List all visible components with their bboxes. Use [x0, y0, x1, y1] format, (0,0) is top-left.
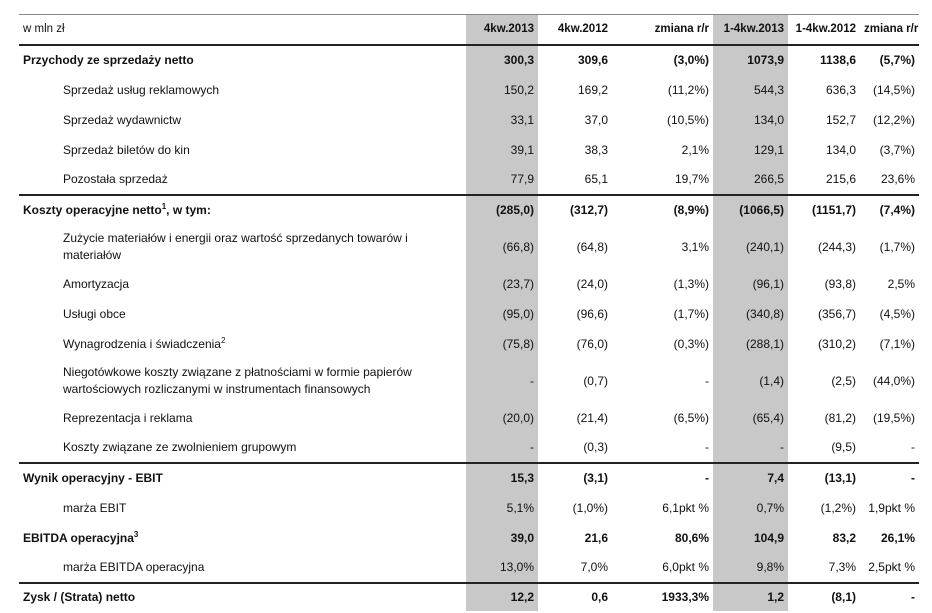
- row-label: Wynik operacyjny - EBIT: [19, 463, 466, 493]
- cell-value: 7,4: [713, 463, 788, 493]
- cell-value: (81,2): [824, 410, 856, 425]
- cell-value: (23,7): [466, 269, 538, 299]
- column-header-1-4kw-2012: 1-4kw.2012: [788, 15, 860, 45]
- cell-value: (240,1): [713, 225, 788, 269]
- cell-value: 215,6: [825, 172, 856, 186]
- cell-value: (4,5%): [879, 306, 915, 321]
- row-label: Sprzedaż usług reklamowych: [63, 82, 220, 97]
- cell-value: 309,6: [577, 53, 608, 67]
- cell-value: (44,0%): [872, 373, 915, 388]
- cell-value: (13,1): [788, 463, 860, 493]
- cell-value: 26,1%: [880, 530, 915, 545]
- row-label: [19, 195, 466, 225]
- row-label: Pozostała sprzedaż: [63, 172, 168, 186]
- cell-value: -: [713, 433, 788, 463]
- cell-value: -: [911, 440, 915, 454]
- cell-value: (10,5%): [666, 112, 709, 127]
- table-row: [19, 135, 919, 165]
- row-label: Amortyzacja: [63, 276, 130, 291]
- row-label-text: Koszty operacyjne netto: [23, 203, 162, 217]
- row-label-suffix: , w tym:: [166, 203, 211, 217]
- column-header-change-quarter: zmiana r/r: [612, 15, 713, 45]
- row-label: Sprzedaż wydawnictw: [63, 112, 182, 127]
- table-row: [19, 329, 919, 359]
- cell-value: (0,3%): [673, 336, 709, 351]
- cell-value: 1138,6: [819, 53, 856, 67]
- cell-value: (21,4): [576, 410, 608, 425]
- cell-value: -: [466, 359, 538, 403]
- table-row-ebit: [19, 463, 919, 493]
- row-label: Sprzedaż biletów do kin: [63, 142, 190, 157]
- cell-value: -: [612, 463, 713, 493]
- cell-value: 134,0: [713, 105, 788, 135]
- cell-value: 169,2: [577, 82, 608, 97]
- cell-value: 5,1%: [466, 493, 538, 523]
- row-label: Usługi obce: [63, 306, 126, 321]
- cell-value: 300,3: [466, 45, 538, 75]
- table-row-net-profit: [19, 583, 919, 611]
- cell-value: (96,6): [576, 306, 608, 321]
- cell-value: (312,7): [538, 195, 612, 225]
- cell-value: 21,6: [584, 530, 608, 545]
- cell-value: (1,3%): [673, 276, 709, 291]
- cell-value: 544,3: [713, 75, 788, 105]
- cell-value: 104,9: [713, 523, 788, 553]
- row-label-text: EBITDA operacyjna: [23, 530, 134, 545]
- cell-value: -: [860, 583, 919, 611]
- cell-value: (310,2): [817, 336, 856, 351]
- cell-value: (93,8): [824, 276, 856, 291]
- cell-value: (20,0): [466, 403, 538, 433]
- table-row: [19, 403, 919, 433]
- cell-value: 39,0: [466, 523, 538, 553]
- cell-value: (5,7%): [879, 53, 915, 67]
- cell-value: (1151,7): [788, 195, 860, 225]
- cell-value: -: [705, 440, 709, 454]
- table-row: [19, 165, 919, 195]
- cell-value: -: [466, 433, 538, 463]
- table-row: [19, 75, 919, 105]
- row-label: [19, 523, 466, 553]
- row-label: Przychody ze sprzedaży netto: [23, 53, 194, 67]
- cell-value: (11,2%): [667, 82, 709, 97]
- cell-value: (340,8): [713, 299, 788, 329]
- cell-value: 9,8%: [713, 553, 788, 583]
- cell-value: (8,9%): [612, 195, 713, 225]
- cell-value: 38,3: [584, 142, 608, 157]
- cell-value: (1,7%): [879, 239, 915, 254]
- cell-value: 636,3: [825, 82, 856, 97]
- cell-value: 13,0%: [466, 553, 538, 583]
- row-label: Reprezentacja i reklama: [63, 410, 193, 425]
- cell-value: (285,0): [466, 195, 538, 225]
- cell-value: (3,1): [538, 463, 612, 493]
- table-row-ebitda: [19, 523, 919, 553]
- row-label: Niegotówkowe koszty związane z płatnościami w formie papierów wartościowych rozliczanymi w instrumentach finansowych: [63, 364, 412, 396]
- cell-value: -: [705, 373, 709, 388]
- cell-value: 23,6%: [880, 172, 915, 186]
- cell-value: (95,0): [466, 299, 538, 329]
- cell-value: 80,6%: [674, 530, 709, 545]
- table-row-operating-costs: [19, 195, 919, 225]
- row-label: [19, 329, 466, 359]
- cell-value: (288,1): [713, 329, 788, 359]
- row-label: Koszty związane ze zwolnieniem grupowym: [63, 440, 297, 454]
- cell-value: (8,1): [788, 583, 860, 611]
- cell-value: 1073,9: [713, 45, 788, 75]
- table-row-revenue: [19, 45, 919, 75]
- cell-value: 1933,3%: [612, 583, 713, 611]
- cell-value: 134,0: [825, 142, 856, 157]
- cell-value: (76,0): [576, 336, 608, 351]
- table-header-row: [19, 15, 919, 45]
- row-label: Zużycie materiałów i energii oraz wartość sprzedanych towarów i materiałów: [63, 230, 408, 262]
- cell-value: (2,5): [831, 373, 856, 388]
- cell-value: 39,1: [466, 135, 538, 165]
- cell-value: 15,3: [466, 463, 538, 493]
- cell-value: 37,0: [584, 112, 608, 127]
- row-label: Zysk / (Strata) netto: [19, 583, 466, 611]
- cell-value: 152,7: [825, 112, 856, 127]
- cell-value: 12,2: [466, 583, 538, 611]
- cell-value: (65,4): [713, 403, 788, 433]
- cell-value: (3,0%): [673, 53, 709, 67]
- row-label-text: Wynagrodzenia i świadczenia: [63, 336, 221, 351]
- cell-value: 266,5: [713, 165, 788, 195]
- cell-value: -: [860, 463, 919, 493]
- footnote-marker: 3: [133, 529, 139, 539]
- table-row: [19, 433, 919, 463]
- cell-value: 7,3%: [828, 560, 856, 574]
- table-row: [19, 269, 919, 299]
- table-row: [19, 359, 919, 403]
- cell-value: 3,1%: [681, 239, 709, 254]
- cell-value: 0,6: [538, 583, 612, 611]
- cell-value: 83,2: [832, 530, 856, 545]
- cell-value: 1,2: [713, 583, 788, 611]
- unit-label: w mln zł: [19, 15, 466, 45]
- cell-value: 150,2: [466, 75, 538, 105]
- financial-results-table: [19, 14, 919, 611]
- column-header-4kw-2012: 4kw.2012: [538, 15, 612, 45]
- cell-value: (96,1): [713, 269, 788, 299]
- cell-value: (12,2%): [872, 112, 915, 127]
- cell-value: (3,7%): [879, 142, 915, 157]
- cell-value: (356,7): [817, 306, 856, 321]
- cell-value: (1,2%): [820, 500, 856, 515]
- table-row: [19, 553, 919, 583]
- cell-value: (24,0): [576, 276, 608, 291]
- cell-value: 77,9: [466, 165, 538, 195]
- cell-value: 2,1%: [681, 142, 709, 157]
- column-header-1-4kw-2013: 1-4kw.2013: [713, 15, 788, 45]
- cell-value: (1,4): [713, 359, 788, 403]
- table-row: [19, 493, 919, 523]
- cell-value: 19,7%: [674, 172, 709, 186]
- cell-value: (9,5): [831, 440, 856, 454]
- cell-value: (7,4%): [860, 195, 919, 225]
- cell-value: 65,1: [584, 172, 608, 186]
- cell-value: 2,5%: [887, 276, 915, 291]
- cell-value: 0,7%: [713, 493, 788, 523]
- cell-value: (0,3): [583, 440, 608, 454]
- cell-value: 1,9pkt %: [868, 500, 915, 515]
- cell-value: (1,7%): [673, 306, 709, 321]
- table-row: [19, 299, 919, 329]
- cell-value: (1066,5): [713, 195, 788, 225]
- row-label: marża EBIT: [63, 500, 127, 515]
- table-row: [19, 105, 919, 135]
- cell-value: (14,5%): [872, 82, 915, 97]
- cell-value: 33,1: [466, 105, 538, 135]
- cell-value: 7,0%: [580, 560, 608, 574]
- cell-value: 129,1: [713, 135, 788, 165]
- footnote-marker: 1: [161, 202, 167, 211]
- column-header-4kw-2013: 4kw.2013: [466, 15, 538, 45]
- cell-value: 6,0pkt %: [662, 560, 709, 574]
- table-row: [19, 225, 919, 269]
- cell-value: (75,8): [466, 329, 538, 359]
- cell-value: (6,5%): [673, 410, 709, 425]
- cell-value: (7,1%): [879, 336, 915, 351]
- cell-value: (64,8): [576, 239, 608, 254]
- cell-value: (0,7): [583, 373, 608, 388]
- column-header-change-year: zmiana r/r: [860, 15, 919, 45]
- footnote-marker: 2: [220, 335, 226, 345]
- cell-value: (19,5%): [872, 410, 915, 425]
- cell-value: 6,1pkt %: [662, 500, 709, 515]
- cell-value: (244,3): [817, 239, 856, 254]
- cell-value: (1,0%): [572, 500, 608, 515]
- row-label: marża EBITDA operacyjna: [63, 560, 205, 574]
- cell-value: (66,8): [466, 225, 538, 269]
- cell-value: 2,5pkt %: [868, 560, 915, 574]
